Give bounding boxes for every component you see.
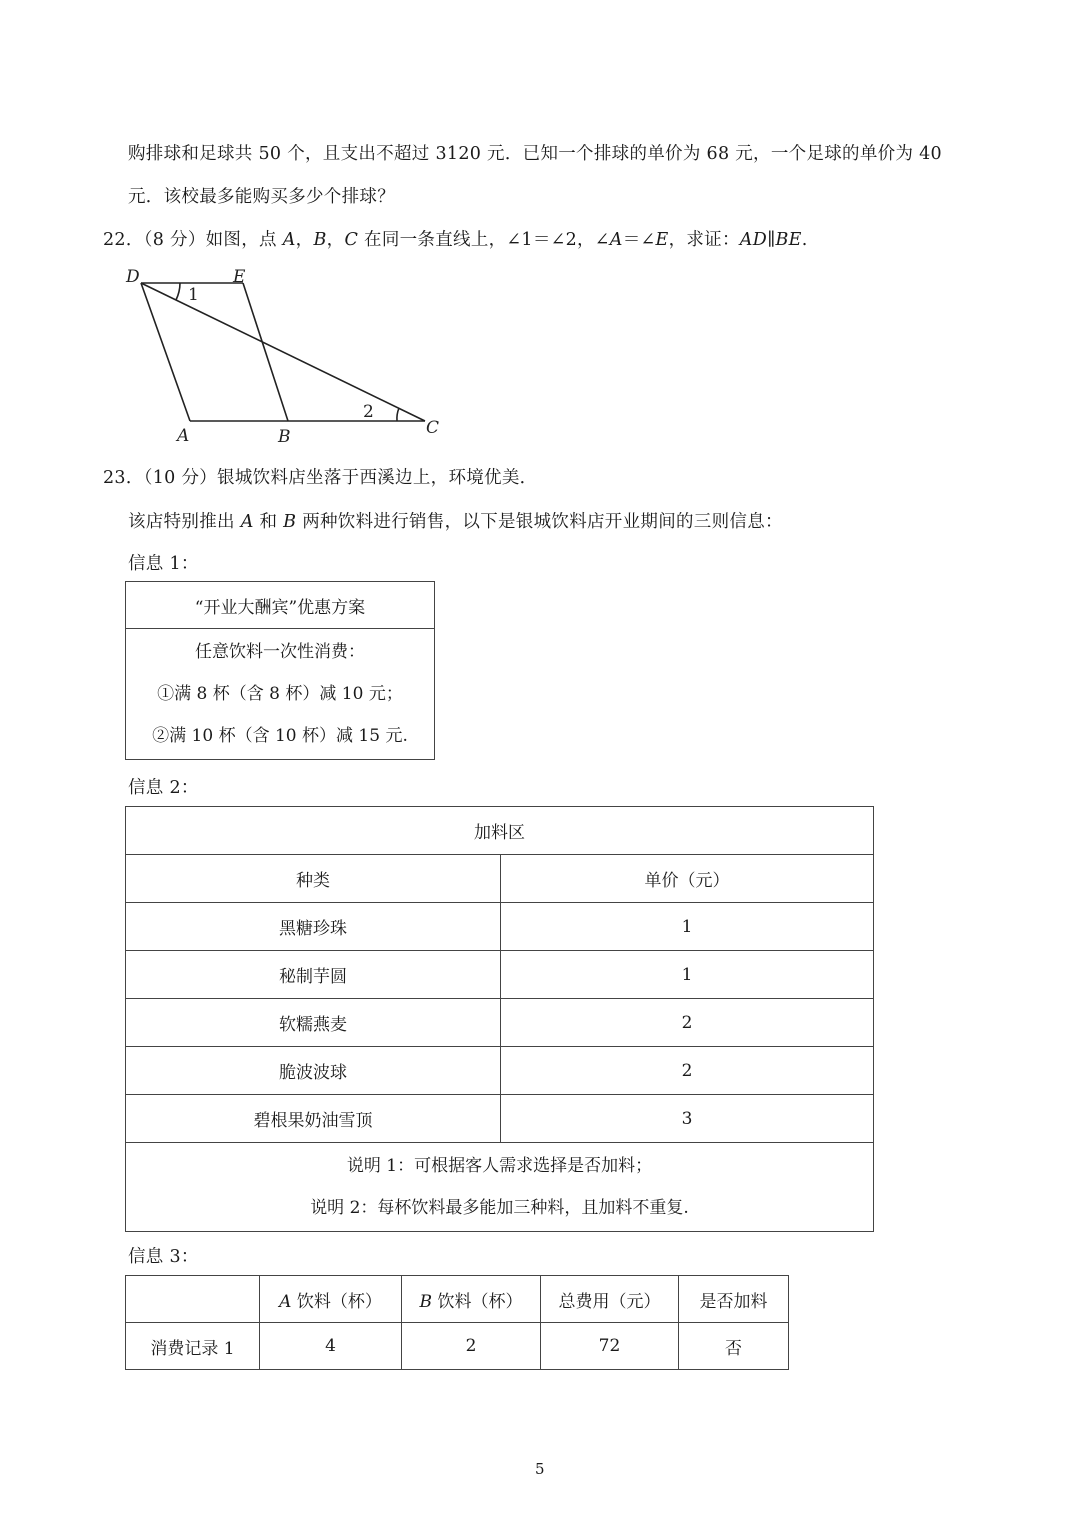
q23-intro: 该店特别推出 A 和 B 两种饮料进行销售，以下是银城饮料店开业期间的三则信息： xyxy=(128,512,783,532)
info1-label: 信息 1： xyxy=(128,554,199,574)
table-row xyxy=(126,999,874,1047)
info1-body xyxy=(126,629,435,760)
info2-table xyxy=(125,806,874,1232)
geometry-figure xyxy=(120,262,460,447)
cell: 1 xyxy=(501,951,874,999)
q23-header: 23．（10 分）银城饮料店坐落于西溪边上，环境优美． xyxy=(103,468,538,488)
q22-question: 22．（8 分）如图，点 A，B，C 在同一条直线上，∠1＝∠2，∠A＝∠E，求证：AD∥BE. xyxy=(103,230,808,250)
header-cell xyxy=(126,1276,260,1323)
info2-notes xyxy=(126,1143,874,1232)
cell: 2 xyxy=(402,1323,541,1370)
table-row xyxy=(126,903,874,951)
label-C: C xyxy=(426,418,440,438)
label-D: D xyxy=(126,267,140,287)
cell: 否 xyxy=(679,1323,789,1370)
label-angle2: 2 xyxy=(363,402,374,422)
table-row xyxy=(126,1095,874,1143)
page-number: 5 xyxy=(535,1460,545,1478)
info2-title: 加料区 xyxy=(126,807,874,855)
info1-line: ②满 10 杯（含 10 杯）减 15 元. xyxy=(152,726,408,746)
info3-label: 信息 3： xyxy=(128,1247,199,1267)
table-row xyxy=(126,1323,789,1370)
table-header-row xyxy=(126,855,874,903)
cell: 秘制芋圆 xyxy=(126,951,501,999)
cell: 3 xyxy=(501,1095,874,1143)
q21-line2: 元．该校最多能购买多少个排球？ xyxy=(128,187,395,207)
cell: 碧根果奶油雪顶 xyxy=(126,1095,501,1143)
header-cell: B 饮料（杯） xyxy=(402,1276,541,1323)
cell: 脆波波球 xyxy=(126,1047,501,1095)
label-B: B xyxy=(278,427,291,447)
info1-line: ①满 8 杯（含 8 杯）减 10 元； xyxy=(157,684,403,704)
label-E: E xyxy=(233,267,246,287)
info1-title: “开业大酬宾”优惠方案 xyxy=(126,582,435,629)
cell: 4 xyxy=(260,1323,402,1370)
header-cell: 单价（元） xyxy=(501,855,874,903)
info2-label: 信息 2： xyxy=(128,778,199,798)
cell: 黑糖珍珠 xyxy=(126,903,501,951)
label-angle1: 1 xyxy=(188,285,199,305)
header-cell: 总费用（元） xyxy=(541,1276,679,1323)
cell: 消费记录 1 xyxy=(126,1323,260,1370)
table-header-row xyxy=(126,1276,789,1323)
cell: 软糯燕麦 xyxy=(126,999,501,1047)
cell: 1 xyxy=(501,903,874,951)
info1-line: 任意饮料一次性消费： xyxy=(195,642,365,662)
info3-table xyxy=(125,1275,789,1370)
header-cell: A 饮料（杯） xyxy=(260,1276,402,1323)
note-line: 说明 1：可根据客人需求选择是否加料； xyxy=(346,1156,653,1176)
segment-DC xyxy=(141,283,425,421)
table-row xyxy=(126,951,874,999)
cell: 72 xyxy=(541,1323,679,1370)
table-row xyxy=(126,1047,874,1095)
header-cell: 种类 xyxy=(126,855,501,903)
q21-line1: 购排球和足球共 50 个，且支出不超过 3120 元．已知一个排球的单价为 68 元，一个足球的单价为 40 xyxy=(128,144,942,164)
note-line: 说明 2：每杯饮料最多能加三种料，且加料不重复. xyxy=(310,1198,689,1218)
header-cell: 是否加料 xyxy=(679,1276,789,1323)
info1-box xyxy=(125,581,435,760)
cell: 2 xyxy=(501,1047,874,1095)
cell: 2 xyxy=(501,999,874,1047)
label-A: A xyxy=(177,426,190,446)
angle1-arc xyxy=(176,283,180,300)
angle2-arc xyxy=(397,408,399,421)
